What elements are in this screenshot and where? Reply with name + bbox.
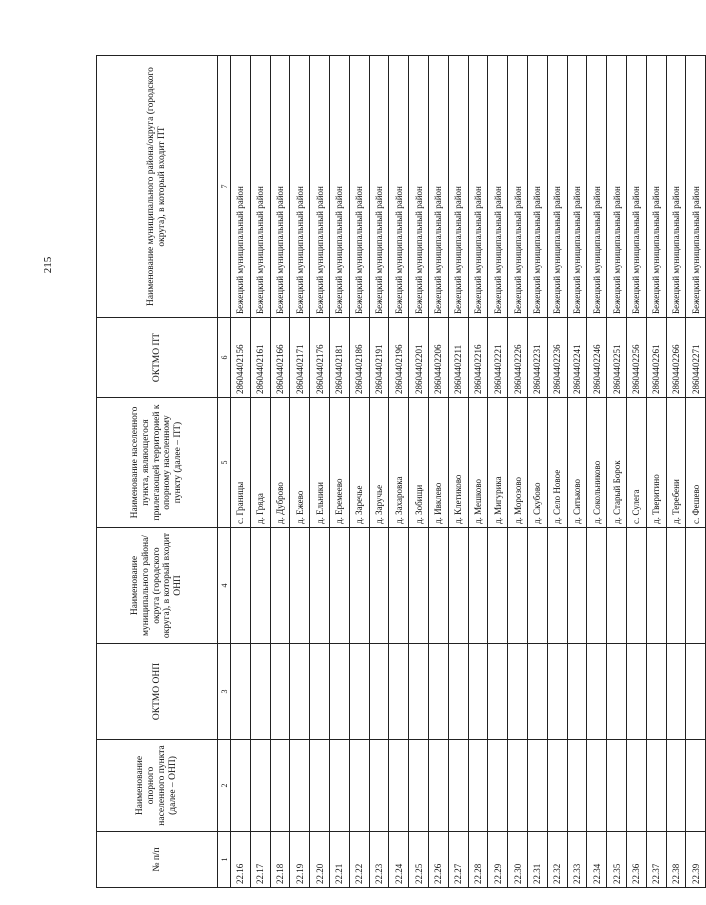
- header-cell: Наименование муниципального района/округа (городского округа), в который входит ПТ: [97, 56, 218, 318]
- row-number-cell: 22.18: [270, 832, 290, 888]
- onp-oktmo-cell: [547, 644, 567, 740]
- onp-oktmo-cell: [231, 644, 251, 740]
- table-row: [488, 56, 508, 888]
- onp-name-cell: [290, 740, 310, 832]
- onp-district-cell: [409, 528, 429, 644]
- pt-oktmo-cell: 28604402221: [488, 318, 508, 398]
- column-number: 4: [218, 528, 231, 644]
- pt-name-cell: д. Заречье: [349, 398, 369, 528]
- onp-oktmo-cell: [329, 644, 349, 740]
- table-row: [290, 56, 310, 888]
- pt-oktmo-cell: 28604402256: [626, 318, 646, 398]
- pt-oktmo-cell: 28604402161: [250, 318, 270, 398]
- onp-district-cell: [389, 528, 409, 644]
- table-row: [409, 56, 429, 888]
- row-number-cell: 22.34: [587, 832, 607, 888]
- onp-name-cell: [389, 740, 409, 832]
- onp-district-cell: [290, 528, 310, 644]
- pt-oktmo-cell: 28604402226: [508, 318, 528, 398]
- onp-name-cell: [270, 740, 290, 832]
- onp-name-cell: [369, 740, 389, 832]
- page-number-wrap: [38, 255, 58, 275]
- header-cell: ОКТМО ОНП: [97, 644, 218, 740]
- onp-oktmo-cell: [310, 644, 330, 740]
- onp-name-cell: [428, 740, 448, 832]
- pt-oktmo-cell: 28604402201: [409, 318, 429, 398]
- pt-name-cell: д. Морозово: [508, 398, 528, 528]
- pt-district-cell: Бежецкий муниципальный район: [686, 56, 706, 318]
- row-number-cell: 22.32: [547, 832, 567, 888]
- pt-name-cell: с. Фешево: [686, 398, 706, 528]
- row-number-cell: 22.36: [626, 832, 646, 888]
- table-row: [607, 56, 627, 888]
- onp-district-cell: [428, 528, 448, 644]
- onp-oktmo-cell: [527, 644, 547, 740]
- column-number: 1: [218, 832, 231, 888]
- pt-district-cell: Бежецкий муниципальный район: [389, 56, 409, 318]
- row-number-cell: 22.37: [646, 832, 666, 888]
- pt-district-cell: Бежецкий муниципальный район: [547, 56, 567, 318]
- pt-district-cell: Бежецкий муниципальный район: [428, 56, 448, 318]
- onp-oktmo-cell: [567, 644, 587, 740]
- row-number-cell: 22.31: [527, 832, 547, 888]
- onp-name-cell: [646, 740, 666, 832]
- pt-name-cell: д. Скубово: [527, 398, 547, 528]
- pt-oktmo-cell: 28604402156: [231, 318, 251, 398]
- onp-name-cell: [468, 740, 488, 832]
- pt-district-cell: Бежецкий муниципальный район: [626, 56, 646, 318]
- pt-district-cell: Бежецкий муниципальный район: [250, 56, 270, 318]
- pt-district-cell: Бежецкий муниципальный район: [270, 56, 290, 318]
- onp-name-cell: [587, 740, 607, 832]
- onp-oktmo-cell: [488, 644, 508, 740]
- row-number-cell: 22.27: [448, 832, 468, 888]
- row-number-cell: 22.29: [488, 832, 508, 888]
- table-row: [468, 56, 488, 888]
- onp-name-cell: [349, 740, 369, 832]
- pt-oktmo-cell: 28604402186: [349, 318, 369, 398]
- header-cell: № п/п: [97, 832, 218, 888]
- row-number-cell: 22.16: [231, 832, 251, 888]
- onp-name-cell: [607, 740, 627, 832]
- onp-district-cell: [310, 528, 330, 644]
- pt-district-cell: Бежецкий муниципальный район: [231, 56, 251, 318]
- pt-district-cell: Бежецкий муниципальный район: [567, 56, 587, 318]
- pt-name-cell: д. Захаровка: [389, 398, 409, 528]
- pt-name-cell: д. Мешково: [468, 398, 488, 528]
- pt-name-cell: д. Село Новое: [547, 398, 567, 528]
- row-number-cell: 22.35: [607, 832, 627, 888]
- pt-district-cell: Бежецкий муниципальный район: [527, 56, 547, 318]
- column-number: 7: [218, 56, 231, 318]
- pt-name-cell: д. Зобищи: [409, 398, 429, 528]
- pt-oktmo-cell: 28604402261: [646, 318, 666, 398]
- onp-name-cell: [329, 740, 349, 832]
- onp-name-cell: [508, 740, 528, 832]
- row-number-cell: 22.28: [468, 832, 488, 888]
- onp-district-cell: [250, 528, 270, 644]
- pt-oktmo-cell: 28604402271: [686, 318, 706, 398]
- table-row: [349, 56, 369, 888]
- pt-name-cell: д. Гряда: [250, 398, 270, 528]
- rotated-table-frame: [96, 56, 701, 888]
- row-number-cell: 22.19: [290, 832, 310, 888]
- pt-district-cell: Бежецкий муниципальный район: [607, 56, 627, 318]
- onp-name-cell: [448, 740, 468, 832]
- row-number-cell: 22.30: [508, 832, 528, 888]
- pt-oktmo-cell: 28604402211: [448, 318, 468, 398]
- pt-district-cell: Бежецкий муниципальный район: [369, 56, 389, 318]
- onp-oktmo-cell: [369, 644, 389, 740]
- pt-name-cell: д. Тверитино: [646, 398, 666, 528]
- row-number-cell: 22.23: [369, 832, 389, 888]
- table-row: [587, 56, 607, 888]
- pt-oktmo-cell: 28604402231: [527, 318, 547, 398]
- pt-district-cell: Бежецкий муниципальный район: [488, 56, 508, 318]
- pt-name-cell: д. Ежево: [290, 398, 310, 528]
- table-row: [250, 56, 270, 888]
- onp-district-cell: [626, 528, 646, 644]
- onp-oktmo-cell: [349, 644, 369, 740]
- onp-district-cell: [646, 528, 666, 644]
- column-number: 3: [218, 644, 231, 740]
- pt-district-cell: Бежецкий муниципальный район: [587, 56, 607, 318]
- header-cell: Наименование муниципального района/округа (городского округа), в который входит ОНП: [97, 528, 218, 644]
- row-number-cell: 22.25: [409, 832, 429, 888]
- pt-name-cell: с. Границы: [231, 398, 251, 528]
- onp-district-cell: [270, 528, 290, 644]
- table-row: [310, 56, 330, 888]
- onp-oktmo-cell: [290, 644, 310, 740]
- onp-district-cell: [349, 528, 369, 644]
- onp-name-cell: [310, 740, 330, 832]
- pt-district-cell: Бежецкий муниципальный район: [646, 56, 666, 318]
- onp-district-cell: [547, 528, 567, 644]
- onp-oktmo-cell: [508, 644, 528, 740]
- pt-oktmo-cell: 28604402171: [290, 318, 310, 398]
- onp-oktmo-cell: [468, 644, 488, 740]
- pt-district-cell: Бежецкий муниципальный район: [290, 56, 310, 318]
- pt-oktmo-cell: 28604402206: [428, 318, 448, 398]
- pt-oktmo-cell: 28604402241: [567, 318, 587, 398]
- onp-district-cell: [468, 528, 488, 644]
- column-number: 2: [218, 740, 231, 832]
- onp-oktmo-cell: [428, 644, 448, 740]
- column-number: 5: [218, 398, 231, 528]
- pt-district-cell: Бежецкий муниципальный район: [468, 56, 488, 318]
- pt-district-cell: Бежецкий муниципальный район: [409, 56, 429, 318]
- table-row: [270, 56, 290, 888]
- table-row: [389, 56, 409, 888]
- table-row: [231, 56, 251, 888]
- pt-oktmo-cell: 28604402166: [270, 318, 290, 398]
- row-number-cell: 22.22: [349, 832, 369, 888]
- pt-district-cell: Бежецкий муниципальный район: [349, 56, 369, 318]
- onp-district-cell: [607, 528, 627, 644]
- header-cell: Наименование населенного пункта, являющегося прилегающей территорией к опорному населенному пункту (далее – ПТ): [97, 398, 218, 528]
- pt-oktmo-cell: 28604402251: [607, 318, 627, 398]
- pt-district-cell: Бежецкий муниципальный район: [666, 56, 686, 318]
- table-row: [428, 56, 448, 888]
- onp-oktmo-cell: [448, 644, 468, 740]
- row-number-cell: 22.33: [567, 832, 587, 888]
- pt-district-cell: Бежецкий муниципальный район: [310, 56, 330, 318]
- table-row: [646, 56, 666, 888]
- onp-oktmo-cell: [626, 644, 646, 740]
- onp-name-cell: [547, 740, 567, 832]
- onp-district-cell: [448, 528, 468, 644]
- onp-name-cell: [567, 740, 587, 832]
- onp-name-cell: [527, 740, 547, 832]
- onp-district-cell: [369, 528, 389, 644]
- onp-oktmo-cell: [587, 644, 607, 740]
- pt-oktmo-cell: 28604402196: [389, 318, 409, 398]
- onp-name-cell: [626, 740, 646, 832]
- onp-district-cell: [587, 528, 607, 644]
- pt-oktmo-cell: 28604402176: [310, 318, 330, 398]
- onp-oktmo-cell: [607, 644, 627, 740]
- table-row: [329, 56, 349, 888]
- onp-name-cell: [488, 740, 508, 832]
- table-row: [686, 56, 706, 888]
- onp-district-cell: [567, 528, 587, 644]
- table-row: [527, 56, 547, 888]
- onp-district-cell: [686, 528, 706, 644]
- onp-name-cell: [250, 740, 270, 832]
- onp-name-cell: [231, 740, 251, 832]
- onp-district-cell: [666, 528, 686, 644]
- onp-oktmo-cell: [409, 644, 429, 740]
- pt-name-cell: с. Сулега: [626, 398, 646, 528]
- onp-district-cell: [508, 528, 528, 644]
- pt-oktmo-cell: 28604402236: [547, 318, 567, 398]
- onp-district-cell: [329, 528, 349, 644]
- pt-name-cell: д. Теребени: [666, 398, 686, 528]
- header-cell: Наименование опорного населенного пункта (далее – ОНП): [97, 740, 218, 832]
- header-cell: ОКТМО ПТ: [97, 318, 218, 398]
- pt-oktmo-cell: 28604402191: [369, 318, 389, 398]
- onp-oktmo-cell: [646, 644, 666, 740]
- pt-name-cell: д. Ельники: [310, 398, 330, 528]
- page-number: 215: [42, 256, 54, 274]
- row-number-cell: 22.21: [329, 832, 349, 888]
- onp-oktmo-cell: [270, 644, 290, 740]
- table-row: [547, 56, 567, 888]
- onp-district-cell: [527, 528, 547, 644]
- table-head: [97, 56, 231, 888]
- pt-name-cell: д. Старый Борок: [607, 398, 627, 528]
- header-row: [97, 56, 218, 888]
- rotated-table-inner: [96, 56, 701, 888]
- pt-name-cell: д. Мигурика: [488, 398, 508, 528]
- pt-oktmo-cell: 28604402266: [666, 318, 686, 398]
- table-row: [369, 56, 389, 888]
- pt-oktmo-cell: 28604402246: [587, 318, 607, 398]
- pt-district-cell: Бежецкий муниципальный район: [508, 56, 528, 318]
- row-number-cell: 22.24: [389, 832, 409, 888]
- row-number-cell: 22.38: [666, 832, 686, 888]
- table-row: [508, 56, 528, 888]
- row-number-cell: 22.20: [310, 832, 330, 888]
- pt-district-cell: Бежецкий муниципальный район: [329, 56, 349, 318]
- pt-name-cell: д. Сокольниково: [587, 398, 607, 528]
- pt-oktmo-cell: 28604402181: [329, 318, 349, 398]
- onp-name-cell: [686, 740, 706, 832]
- table-row: [448, 56, 468, 888]
- column-number: 6: [218, 318, 231, 398]
- pt-name-cell: д. Ивклево: [428, 398, 448, 528]
- row-number-cell: 22.17: [250, 832, 270, 888]
- onp-name-cell: [666, 740, 686, 832]
- onp-name-cell: [409, 740, 429, 832]
- onp-oktmo-cell: [389, 644, 409, 740]
- table-row: [567, 56, 587, 888]
- pt-oktmo-cell: 28604402216: [468, 318, 488, 398]
- pt-name-cell: д. Дуброво: [270, 398, 290, 528]
- pt-name-cell: д. Ситьково: [567, 398, 587, 528]
- pt-name-cell: д. Еремеево: [329, 398, 349, 528]
- row-number-cell: 22.26: [428, 832, 448, 888]
- onp-oktmo-cell: [666, 644, 686, 740]
- table-body: [231, 56, 706, 888]
- onp-oktmo-cell: [686, 644, 706, 740]
- onp-oktmo-cell: [250, 644, 270, 740]
- column-number-row: [218, 56, 231, 888]
- settlements-table: [96, 55, 706, 888]
- onp-district-cell: [231, 528, 251, 644]
- onp-district-cell: [488, 528, 508, 644]
- row-number-cell: 22.39: [686, 832, 706, 888]
- table-row: [626, 56, 646, 888]
- table-row: [666, 56, 686, 888]
- pt-district-cell: Бежецкий муниципальный район: [448, 56, 468, 318]
- pt-name-cell: д. Заручье: [369, 398, 389, 528]
- pt-name-cell: д. Клетиково: [448, 398, 468, 528]
